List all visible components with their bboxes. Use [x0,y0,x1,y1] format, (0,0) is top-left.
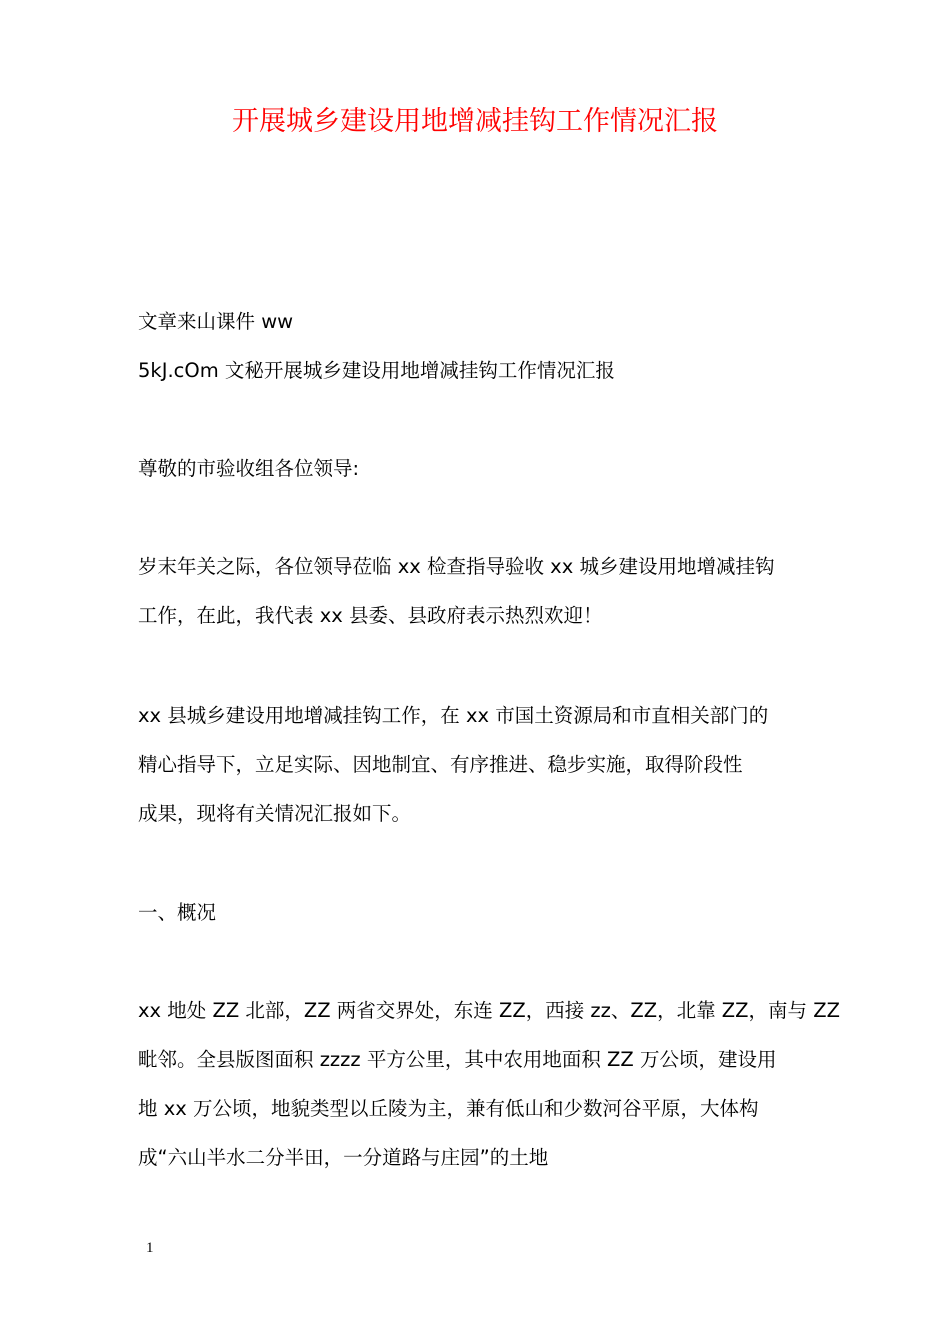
paragraph-intro [138,691,818,838]
paragraph-line: 成果，现将有关情况汇报如下。 [138,802,412,825]
paragraph-line: 毗邻。全县版图面积 zzzz 平方公里，其中农用地面积 ZZ 万公顷，建设用 [138,1048,777,1071]
paragraph-line: xx 县城乡建设用地增减挂钩工作，在 xx 市国土资源局和市直相关部门的 [138,704,769,727]
paragraph-line: 精心指导下，立足实际、因地制宜、有序推进、稳步实施，取得阶段性 [138,753,743,776]
source-line: 5kJ.cOm 文秘开展城乡建设用地增减挂钩工作情况汇报 [138,359,615,382]
paragraph-line: 岁末年关之际，各位领导莅临 xx 检查指导验收 xx 城乡建设用地增减挂钩 [138,555,775,578]
paragraph-line: 工作，在此，我代表 xx 县委、县政府表示热烈欢迎！ [138,604,603,627]
section-heading [138,888,818,937]
salutation [138,444,818,493]
source-block [138,297,818,395]
salutation-text: 尊敬的市验收组各位领导: [138,457,360,480]
source-line: 文章来山课件 ww [138,310,294,333]
paragraph-line: 成“六山半水二分半田，一分道路与庄园”的土地 [138,1146,549,1169]
paragraph-line: 地 xx 万公顷，地貌类型以丘陵为主，兼有低山和少数河谷平原，大体构 [138,1097,759,1120]
section-heading-text: 一、概况 [138,901,217,924]
document-title: 开展城乡建设用地增减挂钩工作情况汇报 [232,106,718,137]
page-number: 1 [146,1240,154,1256]
paragraph-welcome [138,542,818,640]
paragraph-overview [138,986,840,1182]
paragraph-line: xx 地处 ZZ 北部，ZZ 两省交界处，东连 ZZ，西接 zz、ZZ，北靠 ZZ，南与 ZZ [138,999,840,1022]
